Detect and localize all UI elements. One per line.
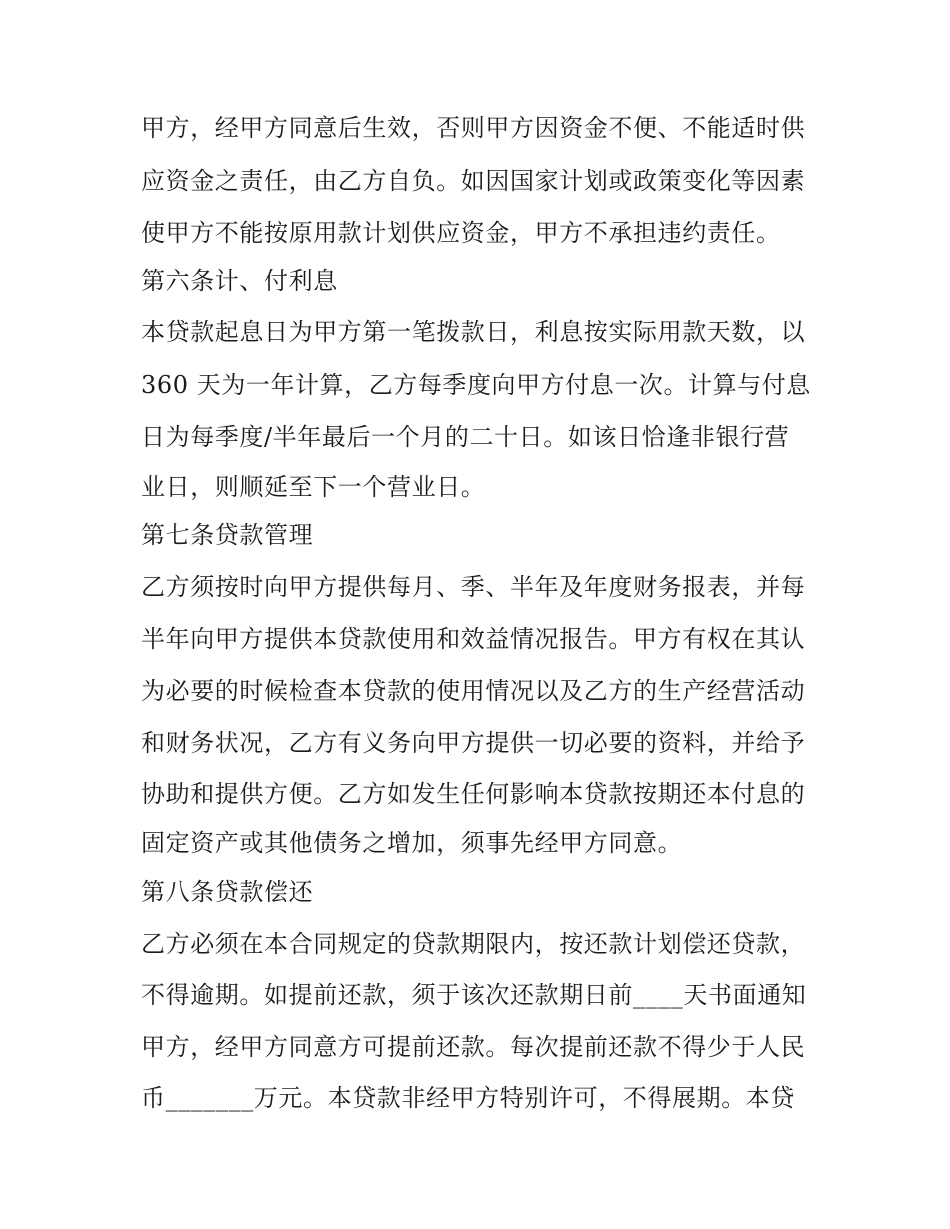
paragraph-line: 半年向甲方提供本贷款使用和效益情况报告。甲方有权在其认 <box>141 625 806 653</box>
paragraph-line: 不得逾期。如提前还款，须于该次还款期日前____天书面通知 <box>141 981 807 1009</box>
paragraph-line: 360 天为一年计算，乙方每季度向甲方付息一次。计算与付息 <box>141 371 811 399</box>
paragraph-line: 本贷款起息日为甲方第一笔拨款日，利息按实际用款天数，以 <box>141 318 806 346</box>
paragraph-line: 和财务状况，乙方有义务向甲方提供一切必要的资料，并给予 <box>141 729 806 757</box>
paragraph-line: 甲方，经甲方同意后生效，否则甲方因资金不便、不能适时供 <box>141 114 806 142</box>
paragraph-line: 固定资产或其他债务之增加，须事先经甲方同意。 <box>141 829 683 857</box>
paragraph-line: 为必要的时候检查本贷款的使用情况以及乙方的生产经营活动 <box>141 677 806 705</box>
paragraph-line: 币_______万元。本贷款非经甲方特别许可，不得展期。本贷 <box>141 1084 795 1112</box>
paragraph-line: 乙方须按时向甲方提供每月、季、半年及年度财务报表，并每 <box>141 573 806 601</box>
section-heading: 第七条贷款管理 <box>141 521 314 549</box>
paragraph-line: 甲方，经甲方同意方可提前还款。每次提前还款不得少于人民 <box>141 1033 806 1061</box>
paragraph-line: 乙方必须在本合同规定的贷款期限内，按还款计划偿还贷款， <box>141 930 806 958</box>
paragraph-line: 日为每季度/半年最后一个月的二十日。如该日恰逢非银行营 <box>141 423 790 451</box>
paragraph-line: 使甲方不能按原用款计划供应资金，甲方不承担违约责任。 <box>141 219 781 247</box>
paragraph-line: 协助和提供方便。乙方如发生任何影响本贷款按期还本付息的 <box>141 780 806 808</box>
paragraph-line: 业日，则顺延至下一个营业日。 <box>141 473 486 501</box>
paragraph-line: 应资金之责任，由乙方自负。如因国家计划或政策变化等因素 <box>141 167 806 195</box>
section-heading: 第八条贷款偿还 <box>141 878 314 906</box>
section-heading: 第六条计、付利息 <box>141 267 338 295</box>
